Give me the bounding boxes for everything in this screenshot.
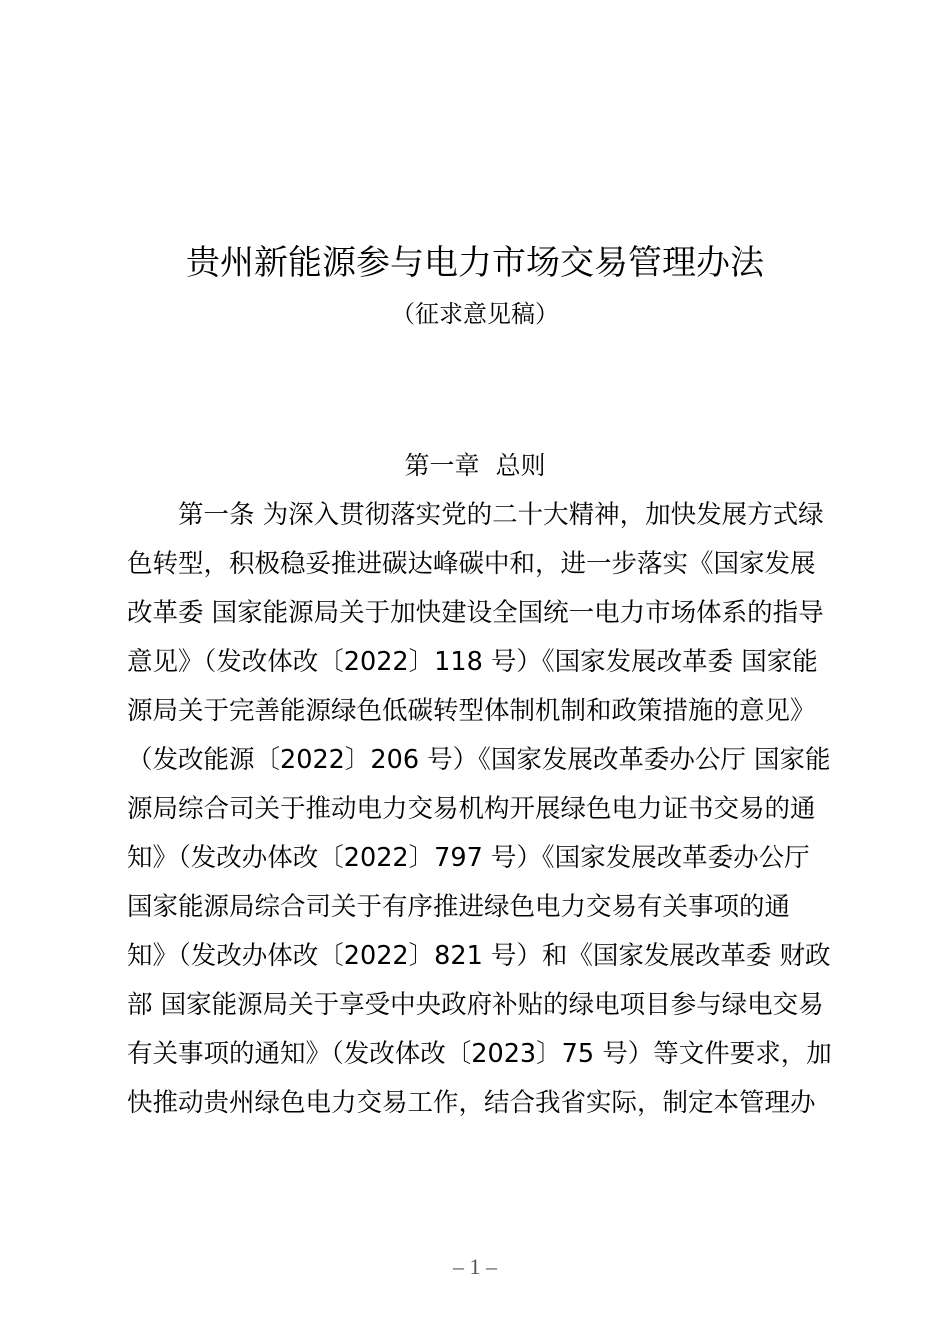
document-subtitle: （征求意见稿）: [391, 300, 559, 328]
paragraph-line: 部 国家能源局关于享受中央政府补贴的绿电项目参与绿电交易: [127, 990, 824, 1020]
paragraph-line: 快推动贵州绿色电力交易工作，结合我省实际，制定本管理办: [127, 1088, 816, 1118]
paragraph-line: 意见》（发改体改〔2022〕118 号）《国家发展改革委 国家能: [127, 647, 818, 677]
paragraph-line: 知》（发改办体改〔2022〕821 号）和《国家发展改革委 财政: [127, 941, 831, 971]
paragraph-line: 有关事项的通知》（发改体改〔2023〕75 号）等文件要求，加: [127, 1039, 832, 1069]
page-number: – 1 –: [453, 1254, 497, 1279]
document-title: 贵州新能源参与电力市场交易管理办法: [186, 243, 764, 283]
paragraph-line: 色转型，积极稳妥推进碳达峰碳中和，进一步落实《国家发展: [127, 549, 816, 579]
article-one-paragraph: [127, 491, 833, 1128]
paragraph-line: 知》（发改办体改〔2022〕797 号）《国家发展改革委办公厅: [127, 843, 810, 873]
paragraph-line: 国家能源局综合司关于有序推进绿色电力交易有关事项的通: [127, 892, 791, 922]
paragraph-line: 改革委 国家能源局关于加快建设全国统一电力市场体系的指导: [127, 598, 824, 628]
paragraph-line: （发改能源〔2022〕206 号）《国家发展改革委办公厅 国家能: [127, 745, 831, 775]
paragraph-line: 源局关于完善能源绿色低碳转型体制机制和政策措施的意见》: [127, 696, 816, 726]
chapter-heading: 第一章 总则: [404, 451, 546, 480]
paragraph-line: 源局综合司关于推动电力交易机构开展绿色电力证书交易的通: [127, 794, 816, 824]
paragraph-line: 第一条 为深入贯彻落实党的二十大精神，加快发展方式绿: [178, 500, 824, 530]
